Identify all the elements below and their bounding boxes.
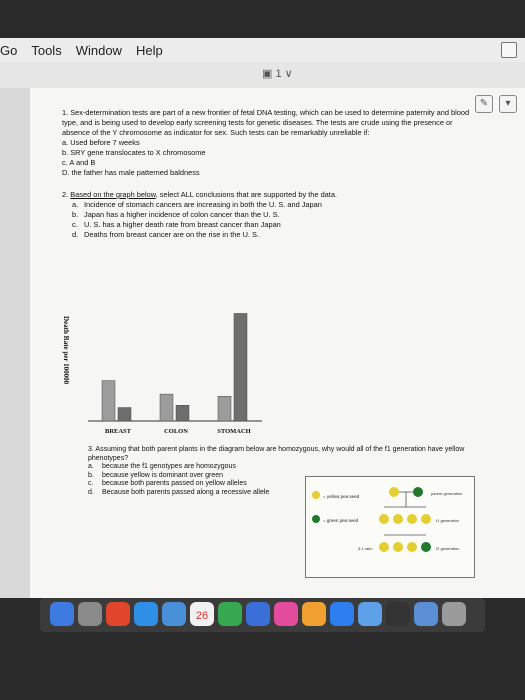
menu-window[interactable]: Window: [75, 42, 122, 58]
q1-option-b: b. SRY gene translocates to X chromosome: [62, 148, 206, 157]
page-indicator[interactable]: ▣ 1 ∨: [262, 68, 293, 80]
menu-bar: [0, 38, 525, 63]
chart-svg: [78, 296, 278, 448]
terminal-icon[interactable]: [386, 602, 410, 626]
numbers-icon[interactable]: [218, 602, 242, 626]
menu-go[interactable]: Go: [0, 42, 18, 58]
q3-option-a: a. because the f1 genotypes are homozygous: [88, 463, 236, 470]
fullscreen-icon[interactable]: [501, 42, 517, 58]
bar-stomach-1: [234, 313, 247, 421]
q2-option-d: d. Deaths from breast cancer are on the rise in the U. S.: [72, 230, 259, 239]
document-icon: ▣: [262, 68, 276, 80]
f2-label: f2 generation: [436, 546, 460, 551]
bar-breast-0: [102, 381, 115, 421]
legend-yellow: = yellow pea seed: [323, 494, 360, 499]
ratio-label: 3:1 ratio: [358, 546, 373, 551]
chrome-icon[interactable]: [106, 602, 130, 626]
parent-yellow-pea-icon: [389, 487, 399, 497]
yellow-pea-icon: [312, 491, 320, 499]
folder-icon[interactable]: [414, 602, 438, 626]
question-3-stem: 3. Assuming that both parent plants in the diagram below are homozygous, why would all of the f1 generation have yellow phenotypes?: [88, 446, 465, 462]
bar-colon-1: [176, 405, 189, 421]
pencil-icon[interactable]: ✎: [475, 95, 493, 113]
q3-option-b: b. because yellow is dominant over green: [88, 471, 224, 479]
bar-colon-0: [160, 394, 173, 421]
f1-peas: [379, 514, 431, 524]
bar-breast-1: [118, 408, 131, 421]
q2-option-b: b. Japan has a higher incidence of colon cancer than the U. S.: [72, 210, 280, 219]
chart-y-label: Death Rate per 100000: [62, 316, 70, 385]
itunes-icon[interactable]: [274, 602, 298, 626]
sidebar: [0, 88, 31, 598]
bar-chart: [62, 296, 278, 448]
parent-green-pea-icon: [413, 487, 423, 497]
category-label-breast: BREAST: [104, 428, 132, 435]
markup-tools: [475, 95, 517, 113]
green-pea-icon: [312, 515, 320, 523]
f2-peas: [379, 542, 431, 552]
trash-icon[interactable]: [442, 602, 466, 626]
q1-option-c: c. A and B: [62, 158, 96, 167]
photos-icon[interactable]: [302, 602, 326, 626]
dropdown-icon[interactable]: ▾: [499, 95, 517, 113]
q3-option-d: d. Because both parents passed along a recessive allele: [88, 488, 270, 496]
q2-option-a: a. Incidence of stomach cancers are increasing in both the U. S. and Japan: [72, 200, 322, 209]
q2-option-c: c. U. S. has a higher death rate from breast cancer than Japan: [72, 220, 281, 229]
appstore-icon[interactable]: [330, 602, 354, 626]
diagram-svg: [306, 477, 474, 577]
parent-label: parent generation: [431, 491, 463, 496]
legend-green: = green pea seed: [323, 518, 359, 523]
question-2: [62, 190, 472, 240]
f1-label: f1 generation: [436, 518, 460, 523]
finder-icon[interactable]: [50, 602, 74, 626]
launchpad-icon[interactable]: [78, 602, 102, 626]
calendar-icon[interactable]: 26: [190, 602, 214, 626]
mail-icon[interactable]: [162, 602, 186, 626]
category-label-colon: COLON: [164, 428, 188, 435]
preview-icon[interactable]: [358, 602, 382, 626]
question-1: [62, 108, 472, 178]
document-content: [62, 108, 472, 252]
menu-help[interactable]: Help: [135, 42, 163, 58]
menu-tools[interactable]: Tools: [31, 42, 62, 58]
q1-option-d: D. the father has male patterned baldness: [62, 168, 200, 177]
category-label-stomach: STOMACH: [217, 428, 251, 435]
keynote-icon[interactable]: [246, 602, 270, 626]
safari-icon[interactable]: [134, 602, 158, 626]
question-2-stem: 2. Based on the graph below, select ALL conclusions that are supported by the data.: [62, 190, 338, 199]
q3-option-c: c. because both parents passed on yellow alleles: [88, 480, 247, 487]
pea-cross-diagram: [305, 476, 475, 578]
q1-option-a: a. Used before 7 weeks: [62, 138, 140, 147]
question-1-stem: 1. Sex-determination tests are part of a new frontier of fetal DNA testing, which can be used to determine paternity and blood type, and is being used to develop early screening tests for genetic diseases. The tests are crude using the presence or absence of the Y chromosome as indicator for sex. Such tests can be remarkably unreliable if:: [62, 108, 470, 137]
bar-stomach-0: [218, 396, 231, 421]
